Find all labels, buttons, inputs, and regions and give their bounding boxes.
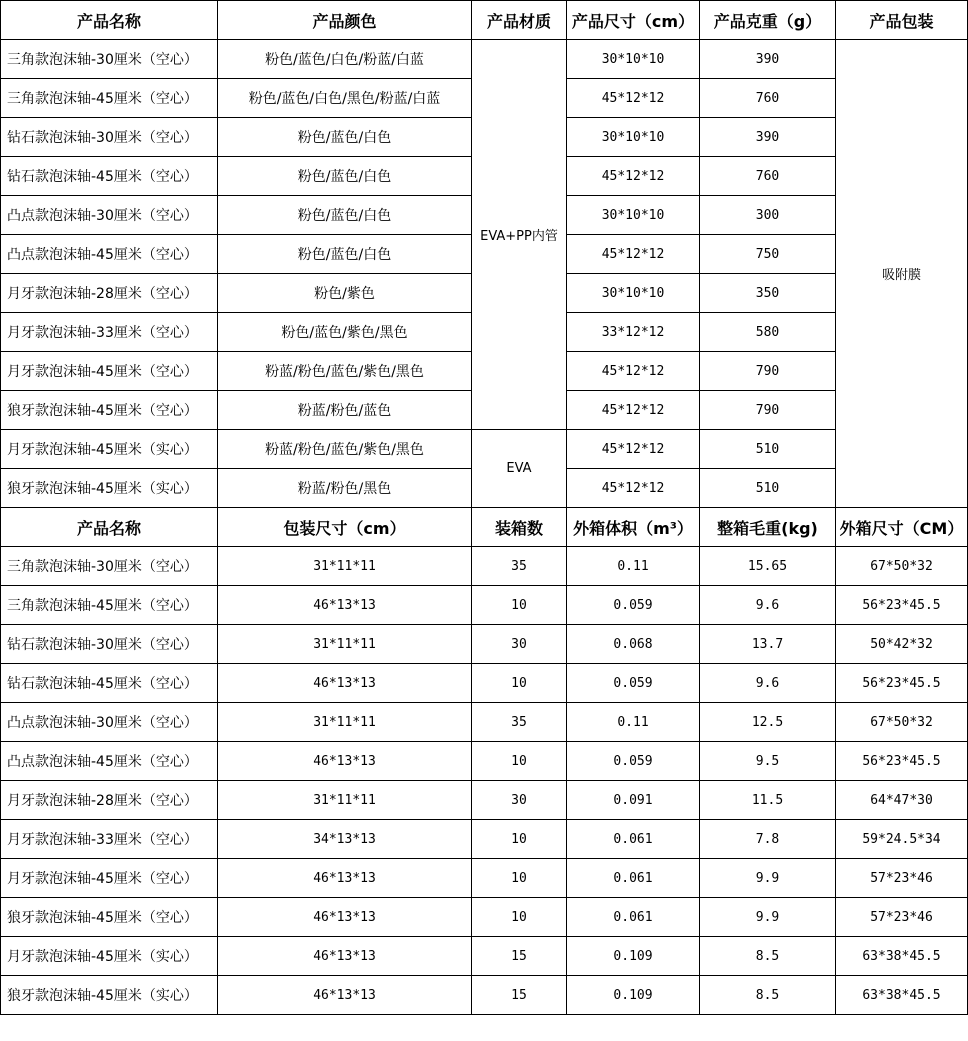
spec-table-row (1, 430, 968, 469)
carton-volume-cell: 0.059 (567, 742, 700, 781)
product-name-cell: 钻石款泡沫轴-30厘米（空心） (1, 625, 218, 664)
gross-weight-cell: 9.9 (700, 898, 836, 937)
spec-header-row (1, 1, 968, 40)
shipping-table-row (1, 898, 968, 937)
product-size-cell: 30*10*10 (567, 118, 700, 157)
product-color-cell: 粉色/蓝色/白色/黑色/粉蓝/白蓝 (218, 79, 472, 118)
product-name-cell: 狼牙款泡沫轴-45厘米（实心） (1, 469, 218, 508)
product-color-cell: 粉蓝/粉色/蓝色 (218, 391, 472, 430)
carton-volume-cell: 0.109 (567, 976, 700, 1015)
product-name-cell: 凸点款泡沫轴-45厘米（空心） (1, 235, 218, 274)
package-size-cell: 31*11*11 (218, 781, 472, 820)
product-color-cell: 粉色/蓝色/白色 (218, 196, 472, 235)
package-size-cell: 46*13*13 (218, 742, 472, 781)
product-name-cell: 月牙款泡沫轴-45厘米（实心） (1, 937, 218, 976)
carton-quantity-cell: 10 (472, 898, 567, 937)
header-carton-volume: 外箱体积（m³） (567, 508, 700, 547)
product-color-cell: 粉色/蓝色/白色 (218, 157, 472, 196)
product-weight-cell: 790 (700, 352, 836, 391)
product-size-cell: 45*12*12 (567, 391, 700, 430)
product-name-cell: 月牙款泡沫轴-33厘米（空心） (1, 313, 218, 352)
carton-size-cell: 57*23*46 (836, 859, 968, 898)
product-name-cell: 月牙款泡沫轴-33厘米（空心） (1, 820, 218, 859)
gross-weight-cell: 7.8 (700, 820, 836, 859)
product-name-cell: 狼牙款泡沫轴-45厘米（实心） (1, 976, 218, 1015)
product-weight-cell: 760 (700, 79, 836, 118)
shipping-table-row (1, 703, 968, 742)
spec-table-row (1, 40, 968, 79)
carton-quantity-cell: 35 (472, 547, 567, 586)
carton-volume-cell: 0.11 (567, 703, 700, 742)
header-product-name: 产品名称 (1, 508, 218, 547)
product-weight-cell: 790 (700, 391, 836, 430)
carton-size-cell: 57*23*46 (836, 898, 968, 937)
product-size-cell: 45*12*12 (567, 79, 700, 118)
material-cell: EVA (472, 430, 567, 508)
package-size-cell: 31*11*11 (218, 703, 472, 742)
package-size-cell: 34*13*13 (218, 820, 472, 859)
package-size-cell: 46*13*13 (218, 937, 472, 976)
product-name-cell: 狼牙款泡沫轴-45厘米（空心） (1, 898, 218, 937)
carton-quantity-cell: 10 (472, 742, 567, 781)
gross-weight-cell: 9.5 (700, 742, 836, 781)
shipping-table-row (1, 859, 968, 898)
product-name-cell: 月牙款泡沫轴-28厘米（空心） (1, 274, 218, 313)
product-name-cell: 月牙款泡沫轴-45厘米（空心） (1, 352, 218, 391)
shipping-table-row (1, 976, 968, 1015)
package-size-cell: 46*13*13 (218, 586, 472, 625)
product-name-cell: 凸点款泡沫轴-30厘米（空心） (1, 196, 218, 235)
product-size-cell: 45*12*12 (567, 235, 700, 274)
header-product-packaging: 产品包装 (836, 1, 968, 40)
carton-size-cell: 67*50*32 (836, 703, 968, 742)
product-weight-cell: 390 (700, 118, 836, 157)
carton-quantity-cell: 10 (472, 820, 567, 859)
product-name-cell: 三角款泡沫轴-45厘米（空心） (1, 586, 218, 625)
carton-volume-cell: 0.061 (567, 898, 700, 937)
product-name-cell: 钻石款泡沫轴-30厘米（空心） (1, 118, 218, 157)
product-size-cell: 30*10*10 (567, 40, 700, 79)
carton-size-cell: 50*42*32 (836, 625, 968, 664)
gross-weight-cell: 13.7 (700, 625, 836, 664)
product-color-cell: 粉色/紫色 (218, 274, 472, 313)
carton-volume-cell: 0.068 (567, 625, 700, 664)
shipping-table-row (1, 664, 968, 703)
gross-weight-cell: 8.5 (700, 937, 836, 976)
product-name-cell: 凸点款泡沫轴-45厘米（空心） (1, 742, 218, 781)
product-size-cell: 45*12*12 (567, 469, 700, 508)
product-weight-cell: 510 (700, 469, 836, 508)
gross-weight-cell: 12.5 (700, 703, 836, 742)
carton-quantity-cell: 15 (472, 937, 567, 976)
carton-volume-cell: 0.109 (567, 937, 700, 976)
carton-volume-cell: 0.11 (567, 547, 700, 586)
product-weight-cell: 580 (700, 313, 836, 352)
product-name-cell: 狼牙款泡沫轴-45厘米（空心） (1, 391, 218, 430)
carton-volume-cell: 0.059 (567, 586, 700, 625)
product-name-cell: 钻石款泡沫轴-45厘米（空心） (1, 664, 218, 703)
package-size-cell: 46*13*13 (218, 859, 472, 898)
package-size-cell: 46*13*13 (218, 976, 472, 1015)
header-carton-quantity: 装箱数 (472, 508, 567, 547)
shipping-table-row (1, 586, 968, 625)
product-name-cell: 凸点款泡沫轴-30厘米（空心） (1, 703, 218, 742)
carton-volume-cell: 0.061 (567, 820, 700, 859)
header-product-name: 产品名称 (1, 1, 218, 40)
product-color-cell: 粉色/蓝色/白色/粉蓝/白蓝 (218, 40, 472, 79)
gross-weight-cell: 9.6 (700, 664, 836, 703)
shipping-table-row (1, 781, 968, 820)
carton-size-cell: 67*50*32 (836, 547, 968, 586)
product-weight-cell: 750 (700, 235, 836, 274)
shipping-table-row (1, 820, 968, 859)
carton-volume-cell: 0.091 (567, 781, 700, 820)
package-size-cell: 31*11*11 (218, 625, 472, 664)
carton-quantity-cell: 35 (472, 703, 567, 742)
product-weight-cell: 300 (700, 196, 836, 235)
product-size-cell: 45*12*12 (567, 352, 700, 391)
header-product-size: 产品尺寸（cm） (567, 1, 700, 40)
shipping-table-row (1, 742, 968, 781)
carton-quantity-cell: 15 (472, 976, 567, 1015)
product-name-cell: 三角款泡沫轴-30厘米（空心） (1, 40, 218, 79)
shipping-header-row (1, 508, 968, 547)
product-name-cell: 三角款泡沫轴-30厘米（空心） (1, 547, 218, 586)
product-weight-cell: 390 (700, 40, 836, 79)
product-size-cell: 45*12*12 (567, 157, 700, 196)
gross-weight-cell: 15.65 (700, 547, 836, 586)
header-product-color: 产品颜色 (218, 1, 472, 40)
carton-quantity-cell: 10 (472, 586, 567, 625)
carton-size-cell: 56*23*45.5 (836, 586, 968, 625)
carton-quantity-cell: 30 (472, 625, 567, 664)
packaging-cell: 吸附膜 (836, 40, 968, 508)
gross-weight-cell: 8.5 (700, 976, 836, 1015)
header-product-material: 产品材质 (472, 1, 567, 40)
product-name-cell: 三角款泡沫轴-45厘米（空心） (1, 79, 218, 118)
product-color-cell: 粉蓝/粉色/蓝色/紫色/黑色 (218, 430, 472, 469)
header-package-size: 包装尺寸（cm） (218, 508, 472, 547)
carton-size-cell: 56*23*45.5 (836, 664, 968, 703)
product-size-cell: 33*12*12 (567, 313, 700, 352)
carton-volume-cell: 0.059 (567, 664, 700, 703)
product-color-cell: 粉蓝/粉色/黑色 (218, 469, 472, 508)
gross-weight-cell: 11.5 (700, 781, 836, 820)
header-gross-weight: 整箱毛重(kg) (700, 508, 836, 547)
product-size-cell: 30*10*10 (567, 274, 700, 313)
product-name-cell: 月牙款泡沫轴-45厘米（空心） (1, 859, 218, 898)
carton-size-cell: 63*38*45.5 (836, 976, 968, 1015)
product-color-cell: 粉色/蓝色/紫色/黑色 (218, 313, 472, 352)
header-product-weight: 产品克重（g） (700, 1, 836, 40)
product-name-cell: 月牙款泡沫轴-28厘米（空心） (1, 781, 218, 820)
carton-size-cell: 59*24.5*34 (836, 820, 968, 859)
carton-quantity-cell: 10 (472, 859, 567, 898)
product-weight-cell: 510 (700, 430, 836, 469)
header-carton-size: 外箱尺寸（CM） (836, 508, 968, 547)
product-size-cell: 45*12*12 (567, 430, 700, 469)
material-cell: EVA+PP内管 (472, 40, 567, 430)
shipping-table-row (1, 937, 968, 976)
product-size-cell: 30*10*10 (567, 196, 700, 235)
product-name-cell: 钻石款泡沫轴-45厘米（空心） (1, 157, 218, 196)
product-color-cell: 粉蓝/粉色/蓝色/紫色/黑色 (218, 352, 472, 391)
gross-weight-cell: 9.6 (700, 586, 836, 625)
carton-quantity-cell: 30 (472, 781, 567, 820)
package-size-cell: 31*11*11 (218, 547, 472, 586)
carton-size-cell: 64*47*30 (836, 781, 968, 820)
product-weight-cell: 350 (700, 274, 836, 313)
gross-weight-cell: 9.9 (700, 859, 836, 898)
carton-size-cell: 63*38*45.5 (836, 937, 968, 976)
package-size-cell: 46*13*13 (218, 898, 472, 937)
carton-quantity-cell: 10 (472, 664, 567, 703)
product-weight-cell: 760 (700, 157, 836, 196)
shipping-table-row (1, 625, 968, 664)
package-size-cell: 46*13*13 (218, 664, 472, 703)
product-color-cell: 粉色/蓝色/白色 (218, 118, 472, 157)
carton-size-cell: 56*23*45.5 (836, 742, 968, 781)
carton-volume-cell: 0.061 (567, 859, 700, 898)
shipping-table-row (1, 547, 968, 586)
product-color-cell: 粉色/蓝色/白色 (218, 235, 472, 274)
product-name-cell: 月牙款泡沫轴-45厘米（实心） (1, 430, 218, 469)
